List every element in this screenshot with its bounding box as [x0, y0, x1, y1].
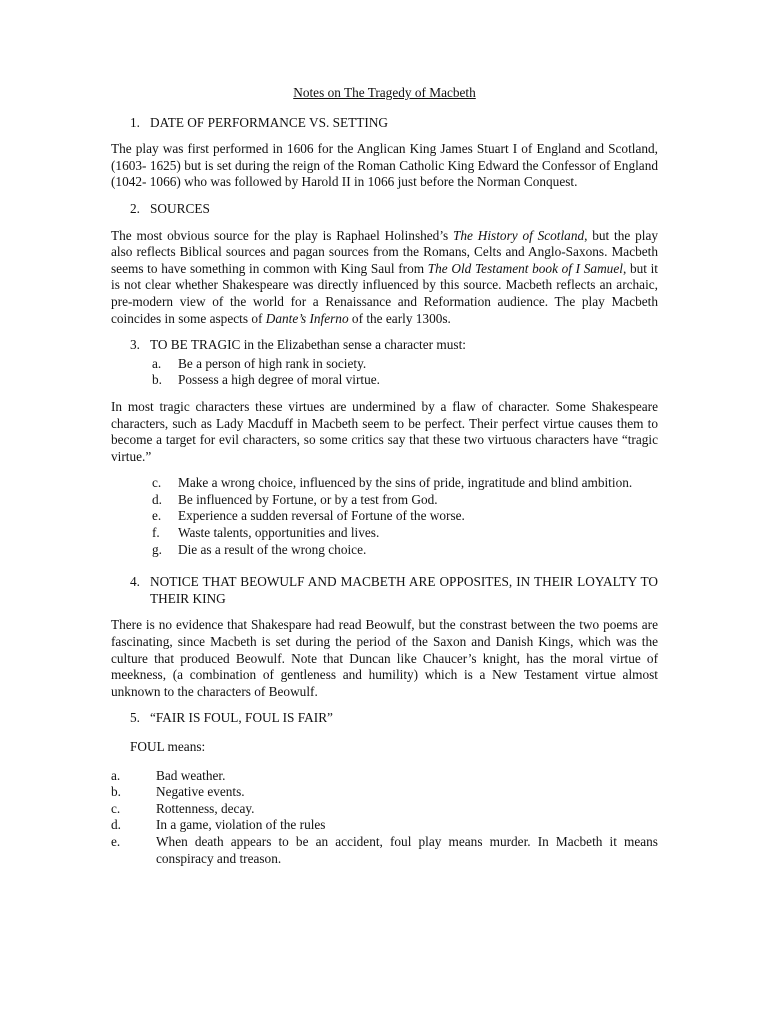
section-title: “FAIR IS FOUL, FOUL IS FAIR”: [150, 710, 333, 726]
list-item: [152, 542, 658, 559]
list-marker: g.: [152, 541, 162, 557]
section-number: 2.: [130, 200, 140, 216]
section-heading: [111, 201, 658, 218]
text-run: , but the play also reflects Biblical sources and pagan sources from the Romans, Celts and Anglo-Saxons. Macbeth seems to have something in common with King Saul from: [111, 227, 658, 276]
text-run: of the early 1300s.: [348, 310, 451, 326]
paragraph: There is no evidence that Shakespare had read Beowulf, but the constrast between the two poems are fascinating, since Macbeth is set during the period of the Saxon and Danish Kings, which was the culture that produced Beowulf. Note that Duncan like Chaucer’s knight, has the moral virtue of meekness, (a combination of gentleness and humility) which is a New Testament virtue almost unknown to the characters of Beowulf.: [111, 617, 658, 699]
list-item: [152, 475, 658, 492]
section-number: 5.: [130, 710, 140, 726]
list-marker: b.: [111, 784, 121, 800]
section-heading: [111, 710, 658, 727]
list-item: [152, 372, 658, 389]
list-marker: d.: [111, 817, 121, 833]
list-item: [152, 525, 658, 542]
list-marker: b.: [152, 372, 162, 388]
document-title: Notes on The Tragedy of Macbeth: [293, 85, 476, 100]
list-text: Waste talents, opportunities and lives.: [178, 525, 380, 541]
paragraph: [111, 228, 658, 328]
section-title: TO BE TRAGIC in the Elizabethan sense a character must:: [150, 337, 466, 353]
list-item: [152, 508, 658, 525]
section-title: SOURCES: [150, 200, 210, 216]
section-title: NOTICE THAT BEOWULF AND MACBETH ARE OPPOSITES, IN THEIR LOYALTY TO THEIR KING: [150, 574, 658, 606]
section-heading: [111, 337, 658, 354]
list-marker: a.: [152, 355, 162, 371]
paragraph: In most tragic characters these virtues are undermined by a flaw of character. Some Shakespeare characters, such as Lady Macduff in Macbeth seem to be perfect. Their perfect virtue causes them to become a target for evil characters, so some critics say that these two virtuous characters have “tragic virtue.”: [111, 398, 658, 464]
text-run: The most obvious source for the play is Raphael Holinshed’s: [111, 227, 453, 243]
text-run: , but it is not clear whether Shakespeare was directly influenced by this source. Macbeth reflects an archaic, pre-modern view of the world for a Renaissance and Reformation audience. The play Macbeth coincides in some aspects of: [111, 260, 659, 326]
list-item: [111, 768, 658, 785]
list-marker: e.: [152, 508, 162, 524]
list-text: Possess a high degree of moral virtue.: [178, 372, 380, 388]
book-title: The History of Scotland: [453, 227, 585, 243]
book-title: The Old Testament book of I Samuel: [427, 260, 623, 276]
list-text: Bad weather.: [156, 767, 226, 783]
list-text: Be influenced by Fortune, or by a test from God.: [178, 491, 438, 507]
list-marker: c.: [111, 800, 121, 816]
section-heading: [111, 574, 658, 607]
list-text: Make a wrong choice, influenced by the sins of pride, ingratitude and blind ambition.: [178, 475, 633, 491]
book-title: Dante’s Inferno: [265, 310, 349, 326]
list-item: [111, 801, 658, 818]
list-item: [111, 817, 658, 834]
document-body: [111, 85, 658, 867]
list-item: [152, 356, 658, 373]
foul-meanings-list: [111, 768, 658, 868]
list-item: [152, 492, 658, 509]
list-marker: f.: [152, 525, 160, 541]
section-number: 3.: [130, 337, 140, 353]
list-text: Be a person of high rank in society.: [178, 355, 367, 371]
paragraph: The play was first performed in 1606 for the Anglican King James Stuart I of England and Scotland, (1603- 1625) but is set during the reign of the Roman Catholic King Edward the Confessor of England (1042- 1066) who was followed by Harold II in 1066 just before the Norman Conquest.: [111, 141, 658, 190]
list-marker: d.: [152, 491, 162, 507]
list-item: [111, 834, 658, 867]
list-text: Die as a result of the wrong choice.: [178, 541, 367, 557]
subheading: FOUL means:: [130, 739, 206, 754]
criteria-list: [111, 356, 658, 389]
list-marker: a.: [111, 767, 121, 783]
list-text: Experience a sudden reversal of Fortune of the worse.: [178, 508, 465, 524]
list-text: When death appears to be an accident, foul play means murder. In Macbeth it means conspiracy and treason.: [156, 833, 658, 866]
section-number: 4.: [130, 574, 140, 590]
list-text: Negative events.: [156, 784, 245, 800]
list-item: [111, 784, 658, 801]
section-title: DATE OF PERFORMANCE VS. SETTING: [150, 114, 389, 130]
list-marker: c.: [152, 475, 162, 491]
section-heading: [111, 115, 658, 132]
list-text: In a game, violation of the rules: [156, 817, 326, 833]
list-marker: e.: [111, 833, 121, 849]
criteria-list: [111, 475, 658, 558]
list-text: Rottenness, decay.: [156, 800, 255, 816]
section-number: 1.: [130, 114, 140, 130]
